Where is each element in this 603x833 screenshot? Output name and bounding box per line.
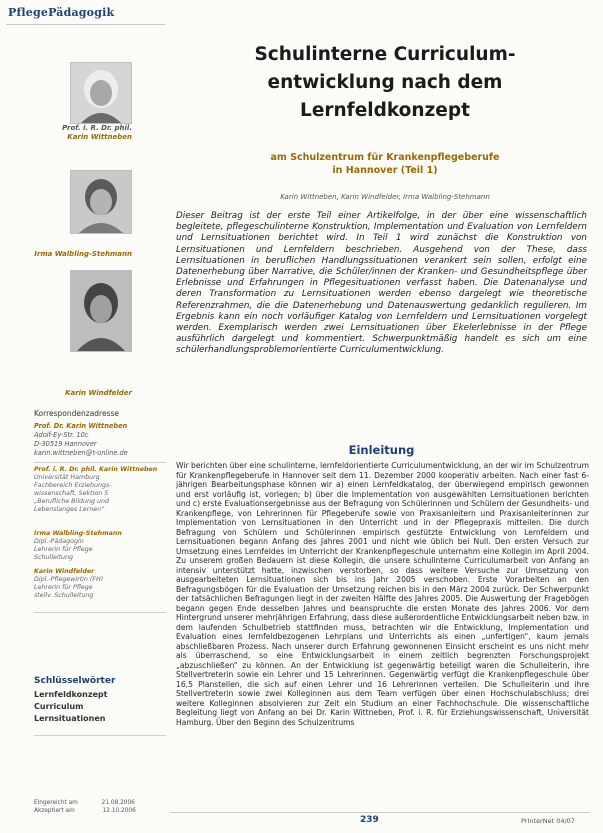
bio-line: Lehrerin für Pflege <box>34 546 93 553</box>
caption-prefix: Prof. i. R. Dr. phil. <box>62 124 132 132</box>
bio-line: Schulleitung <box>34 554 74 561</box>
page-number: 239 <box>360 815 379 825</box>
dates-divider <box>34 735 166 736</box>
author-photo-wittneben <box>70 62 132 124</box>
author-photo-windfelder <box>70 270 132 352</box>
bio-line: „Berufliche Bildung und <box>34 498 109 505</box>
correspondence-name: Prof. Dr. Karin Wittneben <box>34 422 128 430</box>
date-accepted <box>34 808 136 814</box>
bio-line: Dipl.-Pädagogin <box>34 538 84 545</box>
bio-line: Lebenslanges Lernen“ <box>34 506 105 513</box>
correspondence-street: Adolf-Ey-Str. 10c <box>34 431 89 439</box>
bio-name: Prof. i. R. Dr. phil. Karin Wittneben <box>34 466 158 473</box>
caption-name: Karin Wittneben <box>67 133 132 141</box>
caption-name: Karin Windfelder <box>65 389 132 397</box>
article-subtitle <box>200 151 570 177</box>
bio-line: stellv. Schulleitung <box>34 592 94 599</box>
date-value: 12.10.2006 <box>102 808 136 814</box>
section-title: Einleitung <box>348 443 415 457</box>
bio-name: Karin Windfelder <box>34 568 95 575</box>
journal-footer: PrInterNet 04/07 <box>521 817 575 825</box>
title-line: Schulinterne Curriculum- <box>254 44 516 65</box>
masthead-divider <box>6 24 165 25</box>
keywords-title: Schlüsselwörter <box>34 676 116 686</box>
bio-line: Universität Hamburg <box>34 474 100 481</box>
correspondence-email[interactable]: karin.wittneben@t-online.de <box>34 449 128 457</box>
photo-caption-walbling-stehmann <box>20 250 132 259</box>
date-label: Eingereicht am <box>34 800 78 806</box>
keyword-item: Curriculum <box>34 702 84 711</box>
footer-divider <box>170 812 590 813</box>
title-line: Lernfeldkonzept <box>300 100 470 121</box>
date-value: 21.08.2006 <box>101 800 135 806</box>
photo-caption-windfelder <box>20 389 132 398</box>
correspondence-city: D-30519 Hannover <box>34 440 97 448</box>
bio-line: wissenschaft, Sektion 5 <box>34 490 109 497</box>
bio-line: Fachbereich Erziehungs- <box>34 482 112 489</box>
bio-walbling-stehmann <box>34 530 168 562</box>
photo-caption-wittneben <box>20 124 132 142</box>
keyword-item: Lernfeldkonzept <box>34 690 108 699</box>
bio-name: Irma Walbling-Stehmann <box>34 530 122 537</box>
bio-line: Dipl.-Pflegewirtin (FH) <box>34 576 104 583</box>
subtitle-line: am Schulzentrum für Krankenpflegeberufe <box>270 152 500 163</box>
caption-name: Irma Walbling-Stehmann <box>34 250 132 258</box>
bio-divider <box>34 462 166 463</box>
article-authors: Karin Wittneben, Karin Windfelder, Irma Walbling-Stehmann <box>280 193 490 201</box>
correspondence-title: Korrespondenzadresse <box>34 409 120 418</box>
bio-windfelder <box>34 568 168 600</box>
title-line: entwicklung nach dem <box>267 72 503 93</box>
date-submitted <box>34 800 135 806</box>
date-label: Akzeptiert am <box>34 808 75 814</box>
bio-wittneben <box>34 466 168 514</box>
bio-line: Lehrerin für Pflege <box>34 584 93 591</box>
article-title <box>200 41 570 125</box>
author-photo-walbling-stehmann <box>70 170 132 234</box>
bio-divider <box>34 612 166 613</box>
article-body: Wir berichten über eine schulinterne, lernfeldorientierte Curriculumentwicklung, an der wir im Schulzentrum für Krankenpflegeberufe in Hannover seit dem 11. Dezember 2000 kooperativ arbeiten. Nach einer fast 6-jährigen Bearbeitungsphase können wir a) einen Lernfeldkatalog, der überwiegend empirisch gewonnen und erst vorläufig ist, vorlegen; b) über die Implementation von ausgewählten Lernsituationen berichten und c) erste Evaluationsergebnisse aus der Befragung von Schülerinnen und Schülern der Gesundheits- und Krankenpflege, von Lehrerinnen für Pflegeberufe sowie von Praxisanleitern und Praxisanleiterinnen zur Implementation von Lernsituationen in den Unterricht und in der Pflegepraxis mitteilen. Die durch Befragung von Schülern und Schülerinnen empirisch gestützte Entwicklung von Lernfeldern und Lernsituationen begann Anfang des Jahres 2001 und nicht wie üblich bei Null. Den ersten Versuch zur Umsetzung eines Lernfeldes im Unterricht der Krankenpflegeschule unternahm eine Kollegin im April 2004. Zu unserem großen Bedauern ist diese Kollegin, die unsere schulinterne Curriculumarbeit von Anfang an intensiv unterstützt hatte, inzwischen verstorben, so dass weitere Versuche zur Umsetzung von ausgearbeiteten Lernsituationen sich bis ins Jahr 2005 verschoben. Erste Vorarbeiten an den Befragungsbögen für die Evaluation der Umsetzung reichen bis in den März 2004 zurück. Der Schwerpunkt der tatsächlichen Befragungen liegt in der zweiten Hälfte des Jahres 2005. Die Auswertung der Fragebögen begann gegen Ende desselben Jahres und beanspruchte die ersten Monate des Jahres 2006. Vor dem Hintergrund unserer mehrjährigen Erfahrung, dass diese außerordentliche Entwicklungsarbeit neben bzw. in dem laufenden Schulbetrieb stattfinden muss, betrachten wir die Entwicklung, Implementation und Evaluation eines lernfeldbezogenen Lehrplans und Unterrichts als einen „unfertigen“, kaum jemals abschließbaren Prozess. Nach unserer durch Erfahrung gewonnenen Einsicht erscheint es uns nicht mehr als überraschend, so eine Entwicklungsarbeit in einem zeitlich begrenzten Forschungsprojekt „abzuschließen“ zu können. An der Entwicklung ist gegenwärtig beteiligt waren die Schulleiterin, ihre Stellvertreterin sowie ein Lehrer und 15 Lehrerinnen. Gegenwärtig verfügt die Krankenpflegeschule über 16,5 Planstellen, die sich auf einen Lehrer und 16 Lehrerinnen verteilen. Die Schulleiterin und ihre Stellvertreterin sowie zwei Kolleginnen aus dem Team verfügen über einen Hochschulabschluss; drei weitere Kolleginnen absolvieren zur Zeit ein Studium an einer Fachhochschule. Die wissenschaftliche Begleitung liegt von Anfang an bei Dr. Karin Wittneben, Prof. i. R. für Erziehungswissenschaft, Universität Hamburg. Über den Beginn des Schulzentrums <box>176 461 589 727</box>
journal-masthead: PflegePädagogik <box>8 6 115 19</box>
article-abstract: Dieser Beitrag ist der erste Teil einer Artikelfolge, in der über eine wissenschaftlich begleitete, pflegeschulinterne Konstruktion, Implementation und Evaluation von Lernfeldern und Lernsituationen berichtet wird. In Teil 1 wird zunächst die Konstruktion von Lernsituationen und Lernfeldern beschrieben. Ausgehend von der These, dass Lernsituationen in beruflichen Handlungssituationen verankert sein sollen, erfolgt eine Datenerhebung über Narrative, die Schüler/innen der Kranken- und Gesundheitspflege über Erlebnisse und Erfahrungen in Pflegesituationen verfasst haben. Die Datenanalyse und deren Transformation zu Lernsituationen werden ebenso dargelegt wie theoretische Referenzrahmen, die die Datenerhebung und Datenauswertung gedanklich regulieren. Im Ergebnis kann ein noch vorläufiger Katalog von Lernfeldern und Lernsituationen vorgelegt werden. Exemplarisch werden zwei Lernsituationen über Ekelerlebnisse in der Pflege ausführlich dargelegt und kommentiert. Schwerpunktmäßig handelt es sich um eine schülerhandlungsproblemorientierte Curriculumentwicklung. <box>176 211 587 356</box>
keyword-item: Lernsituationen <box>34 714 106 723</box>
subtitle-line: in Hannover (Teil 1) <box>332 165 438 176</box>
